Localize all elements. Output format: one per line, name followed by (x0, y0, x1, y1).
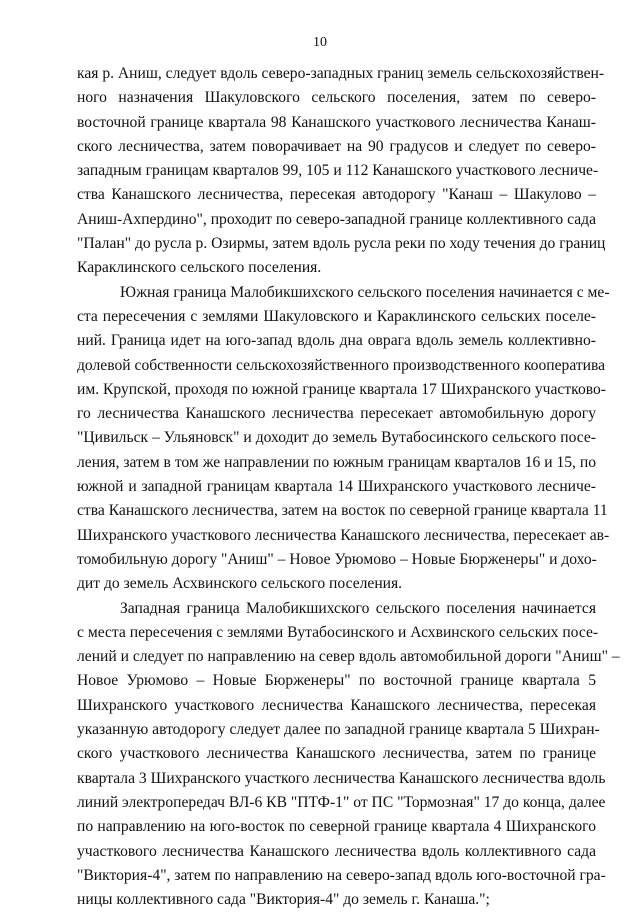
text-line: дит до земель Асхвинского сельского поселения. (77, 575, 403, 593)
text-line: ницы коллективного сада "Виктория-4" до земель г. Канаша."; (77, 891, 490, 909)
text-line: квартала 3 Шихранского участкого лесничества Канашского лесничества вдоль (77, 769, 606, 787)
text-line: Шихранского участкового лесничества Канашского лесничества, пересекая (77, 696, 596, 714)
text-line: Южная граница Малобикшихского сельского поселения начинается с ме- (120, 283, 610, 301)
text-line: Западная граница Малобикшихского сельского поселения начинается (120, 599, 596, 617)
text-line: указанную автодорогу следует далее по западной границе квартала 5 Шихран- (77, 721, 600, 739)
text-line: го лесничества Канашского лесничества пересекает автомобильную дорогу (77, 405, 596, 423)
text-line: по направлению на юго-восток по северной границе квартала 4 Шихранского (77, 818, 596, 836)
text-line: Новое Урюмово – Новые Бюрженеры" по восточной границе квартала 5 (77, 672, 596, 690)
text-line: с места пересечения с землями Вутабосинского и Асхвинского сельских посе- (77, 623, 599, 641)
text-line: участкового лесничества Канашского лесничества вдоль коллективного сада (77, 842, 596, 860)
text-line: "Палан" до русла р. Озирмы, затем вдоль русла реки по ходу течения до границ (77, 235, 606, 253)
text-line: ства Канашского лесничества, пересекая автодорогу "Канаш – Шакулово – (77, 186, 596, 204)
text-line: "Виктория-4", затем по направлению на северо-запад вдоль юго-восточной гра- (77, 866, 606, 884)
text-line: лений и следует по направлению на север вдоль автомобильной дороги "Аниш" – (77, 648, 620, 666)
text-line: ства Канашского лесничества, затем на восток по северной границе квартала 11 (77, 502, 608, 520)
text-line: ного назначения Шакуловского сельского поселения, затем по северо- (77, 89, 596, 107)
text-line: западным границам кварталов 99, 105 и 112 Канашского участкового лесниче- (77, 162, 599, 180)
text-line: южной и западной границам квартала 14 Шихранского участкового лесниче- (77, 478, 596, 496)
text-line: долевой собственности сельскохозяйственного производственного кооператива (77, 356, 606, 374)
page-number: 10 (313, 35, 327, 50)
text-line: линий электропередач ВЛ-6 КВ "ПТФ-1" от ПС "Тормозная" 17 до конца, далее (77, 793, 606, 811)
text-line: Караклинского сельского поселения. (77, 259, 322, 277)
text-line: Шихранского участкового лесничества Канашского лесничества, пересекает ав- (77, 526, 610, 544)
paragraph (77, 281, 610, 597)
text-line: Аниш-Ахпердино", проходит по северо-западной границе коллективного сада (77, 210, 596, 228)
text-line: восточной границе квартала 98 Канашского участкового лесничества Канаш- (77, 113, 596, 131)
text-line: ний. Граница идет на юго-запад вдоль дна оврага вдоль земель коллективно- (77, 332, 596, 350)
paragraph (77, 597, 620, 912)
text-line: томобильную дорогу "Аниш" – Новое Урюмово – Новые Бюрженеры" и дохо- (77, 550, 597, 568)
text-line: ления, затем в том же направлении по южным границам кварталов 16 и 15, по (77, 453, 596, 471)
text-line: "Цивильск – Ульяновск" и доходит до земель Вутабосинского сельского посе- (77, 429, 596, 447)
text-line: им. Крупской, проходя по южной границе квартала 17 Шихранского участково- (77, 380, 606, 398)
document-body (77, 62, 620, 912)
text-line: кая р. Аниш, следует вдоль северо-западных границ земель сельскохозяйствен- (77, 65, 605, 82)
text-line: ского лесничества, затем поворачивает на 90 градусов и следует по северо- (77, 137, 596, 155)
text-line: ского участкового лесничества Канашского лесничества, затем по границе (77, 745, 596, 763)
text-line: ста пересечения с землями Шакуловского и Караклинского сельских поселе- (77, 307, 596, 325)
paragraph (77, 62, 606, 281)
